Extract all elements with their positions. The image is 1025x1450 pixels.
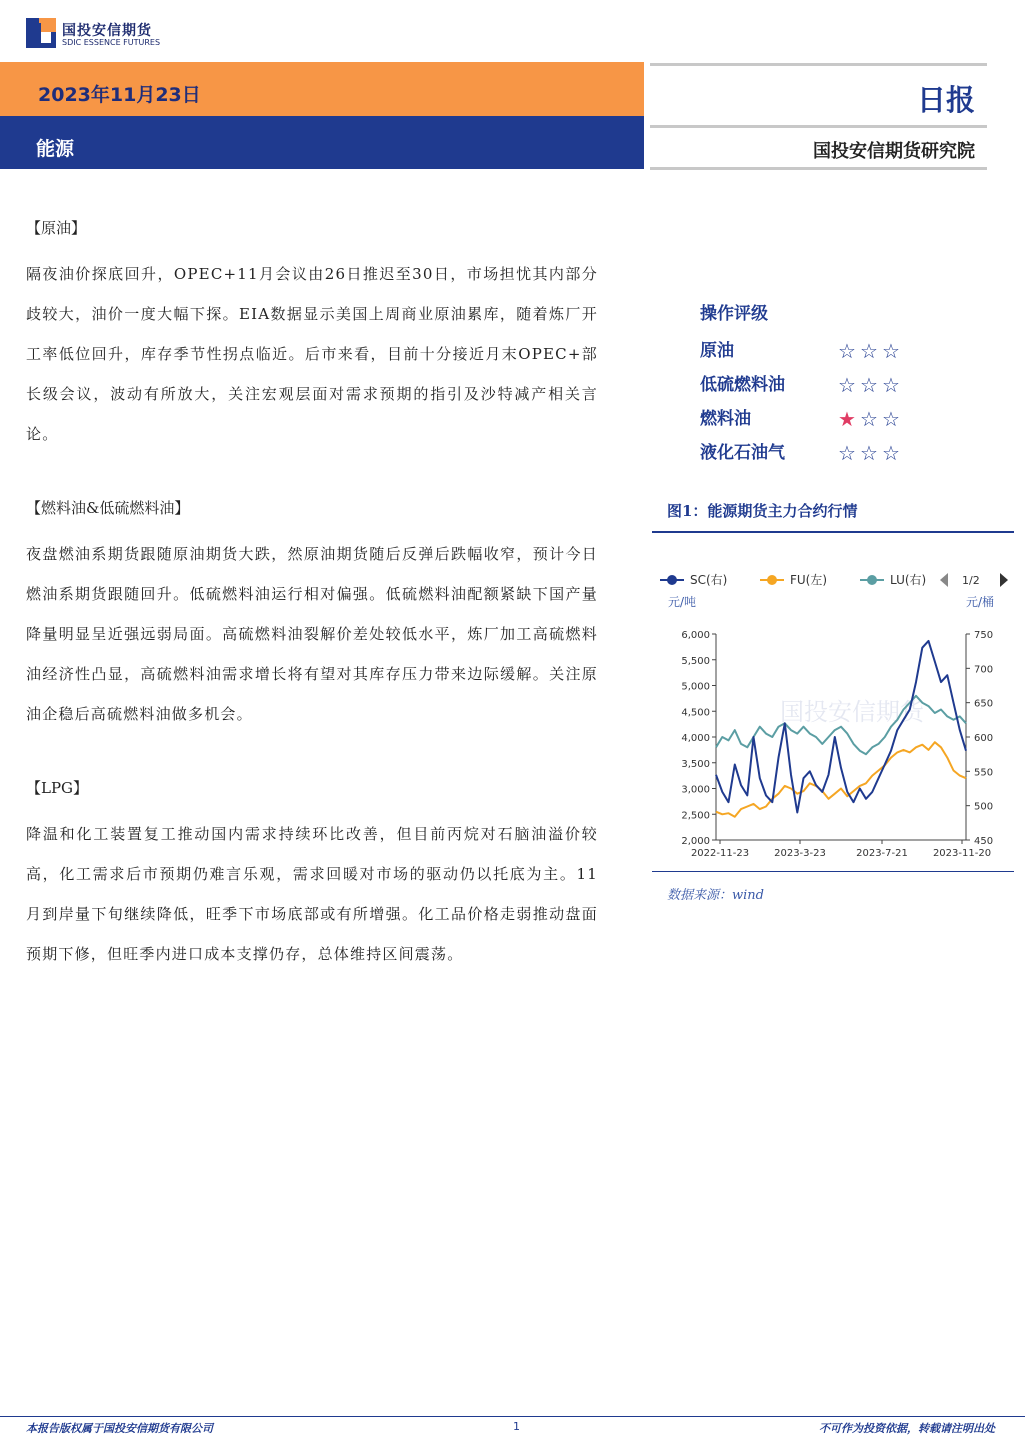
star-outline-icon: ☆: [882, 441, 900, 465]
rating-row: [700, 436, 960, 470]
report-body: [26, 214, 598, 1014]
section-text: 隔夜油价探底回升，OPEC+11月会议由26日推迟至30日，市场担忧其内部分歧较大，油价一度大幅下探。EIA数据显示美国上周商业原油累库，随着炼厂开工率低位回升，库存季节性拐点临近。后市来看，目前十分接近月末OPEC+部长级会议，波动有所放大，关注宏观层面对需求预期的指引及沙特减产相关言论。: [26, 265, 598, 443]
left-tick-label: 4,500: [681, 707, 710, 719]
section-title: 【原油】: [26, 219, 87, 237]
star-outline-icon: ☆: [860, 441, 878, 465]
footer-rule: [0, 1416, 1025, 1417]
left-tick-label: 2,000: [681, 836, 710, 847]
company-logo: [26, 18, 216, 52]
section-title: 【燃料油&低硫燃料油】: [26, 499, 190, 517]
x-tick-label: 2023-3-23: [774, 848, 826, 859]
page-number: 1: [513, 1420, 520, 1433]
rating-stars: [838, 441, 904, 465]
rating-row: [700, 402, 960, 436]
section-text: 降温和化工装置复工推动国内需求持续环比改善，但目前丙烷对石脑油溢价较高，化工需求后市预期仍难言乐观，需求回暖对市场的驱动仍以托底为主。11月到岸量下旬继续降低，旺季下市场底部或有所增强。化工品价格走弱推动盘面预期下修，但旺季内进口成本支撑仍存，总体维持区间震荡。: [26, 825, 598, 963]
rating-stars: [838, 339, 904, 363]
star-outline-icon: ☆: [882, 373, 900, 397]
rating-stars: [838, 407, 904, 431]
footer-copyright: 本报告版权属于国投安信期货有限公司: [26, 1422, 213, 1435]
left-tick-label: 2,500: [681, 810, 710, 822]
figure-rule-bottom: [652, 871, 1014, 872]
left-tick-label: 6,000: [681, 630, 710, 641]
section-lpg: [26, 774, 598, 974]
legend-marker: [867, 575, 877, 585]
left-axis-unit: 元/吨: [668, 595, 697, 609]
star-outline-icon: ☆: [860, 373, 878, 397]
star-outline-icon: ☆: [838, 441, 856, 465]
footer-disclaimer: 不可作为投资依据，转载请注明出处: [819, 1422, 995, 1435]
sector-band: [0, 116, 644, 169]
rating-item-name: 低硫燃料油: [700, 375, 785, 395]
right-tick-label: 750: [974, 630, 994, 641]
section-crude-oil: [26, 214, 598, 454]
legend-marker: [767, 575, 777, 585]
data-source: 数据来源：wind: [667, 888, 764, 903]
rating-item-name: 液化石油气: [700, 443, 785, 463]
rating-item-name: 燃料油: [700, 409, 751, 429]
chart-svg: [652, 560, 1014, 870]
rating-row: [700, 368, 960, 402]
legend-prev-icon: [940, 573, 948, 587]
right-tick-label: 700: [974, 664, 994, 676]
rating-stars: [838, 373, 904, 397]
section-fuel-oil: [26, 494, 598, 734]
logo-name: 国投安信期货: [62, 23, 152, 39]
rating-item-name: 原油: [700, 341, 734, 361]
right-tick-label: 600: [974, 733, 994, 744]
star-outline-icon: ☆: [838, 373, 856, 397]
left-tick-label: 5,500: [681, 655, 710, 667]
header-rule-top: [650, 63, 987, 66]
institute-name: 国投安信期货研究院: [813, 141, 975, 162]
right-tick-label: 650: [974, 698, 994, 710]
x-tick-label: 2023-7-21: [856, 848, 908, 859]
star-outline-icon: ☆: [882, 339, 900, 363]
logo-mark-icon: [26, 18, 56, 48]
chart-watermark: 国投安信期货: [780, 698, 924, 726]
report-sector: 能源: [36, 138, 75, 160]
x-tick-label: 2022-11-23: [690, 848, 750, 859]
logo-english-name: SDIC ESSENCE FUTURES: [62, 38, 161, 47]
series-line-fu: [716, 742, 966, 817]
star-outline-icon: ☆: [860, 407, 878, 431]
right-tick-label: 500: [974, 801, 994, 813]
rating-panel: [700, 300, 960, 470]
header-rule-bottom: [650, 167, 987, 170]
left-tick-label: 4,000: [681, 733, 710, 744]
figure-title: 图1：能源期货主力合约行情: [667, 502, 858, 520]
left-tick-label: 5,000: [681, 681, 710, 693]
right-tick-label: 550: [974, 767, 994, 779]
report-date: 2023年11月23日: [38, 84, 201, 106]
legend-next-icon: [1000, 573, 1008, 587]
star-filled-icon: ★: [838, 407, 856, 431]
section-title: 【LPG】: [26, 779, 89, 797]
section-text: 夜盘燃油系期货跟随原油期货大跌，然原油期货随后反弹后跌幅收窄，预计今日燃油系期货跟随回升。低硫燃料油运行相对偏强。低硫燃料油配额紧缺下国产量降量明显呈近强远弱局面。高硫燃料油裂解价差处较低水平，炼厂加工高硫燃料油经济性凸显，高硫燃料油需求增长将有望对其库存压力带来边际缓解。关注原油企稳后高硫燃料油做多机会。: [26, 545, 598, 723]
x-tick-label: 2023-11-20: [932, 848, 992, 859]
rating-row: [700, 334, 960, 368]
legend-label: LU(右): [890, 573, 927, 587]
star-outline-icon: ☆: [860, 339, 878, 363]
star-outline-icon: ☆: [882, 407, 900, 431]
right-axis-unit: 元/桶: [966, 595, 995, 609]
legend-label: FU(左): [790, 573, 828, 587]
legend-page-indicator: 1/2: [962, 574, 980, 587]
star-outline-icon: ☆: [838, 339, 856, 363]
futures-price-chart: [652, 560, 1014, 870]
left-tick-label: 3,500: [681, 758, 710, 770]
legend-label: SC(右): [690, 573, 728, 587]
left-tick-label: 3,000: [681, 784, 710, 796]
right-tick-label: 450: [974, 836, 994, 847]
report-type: 日报: [916, 83, 975, 117]
rating-title: 操作评级: [700, 304, 768, 324]
header-rule-middle: [650, 125, 987, 128]
legend-marker: [667, 575, 677, 585]
figure-rule-top: [652, 531, 1014, 533]
